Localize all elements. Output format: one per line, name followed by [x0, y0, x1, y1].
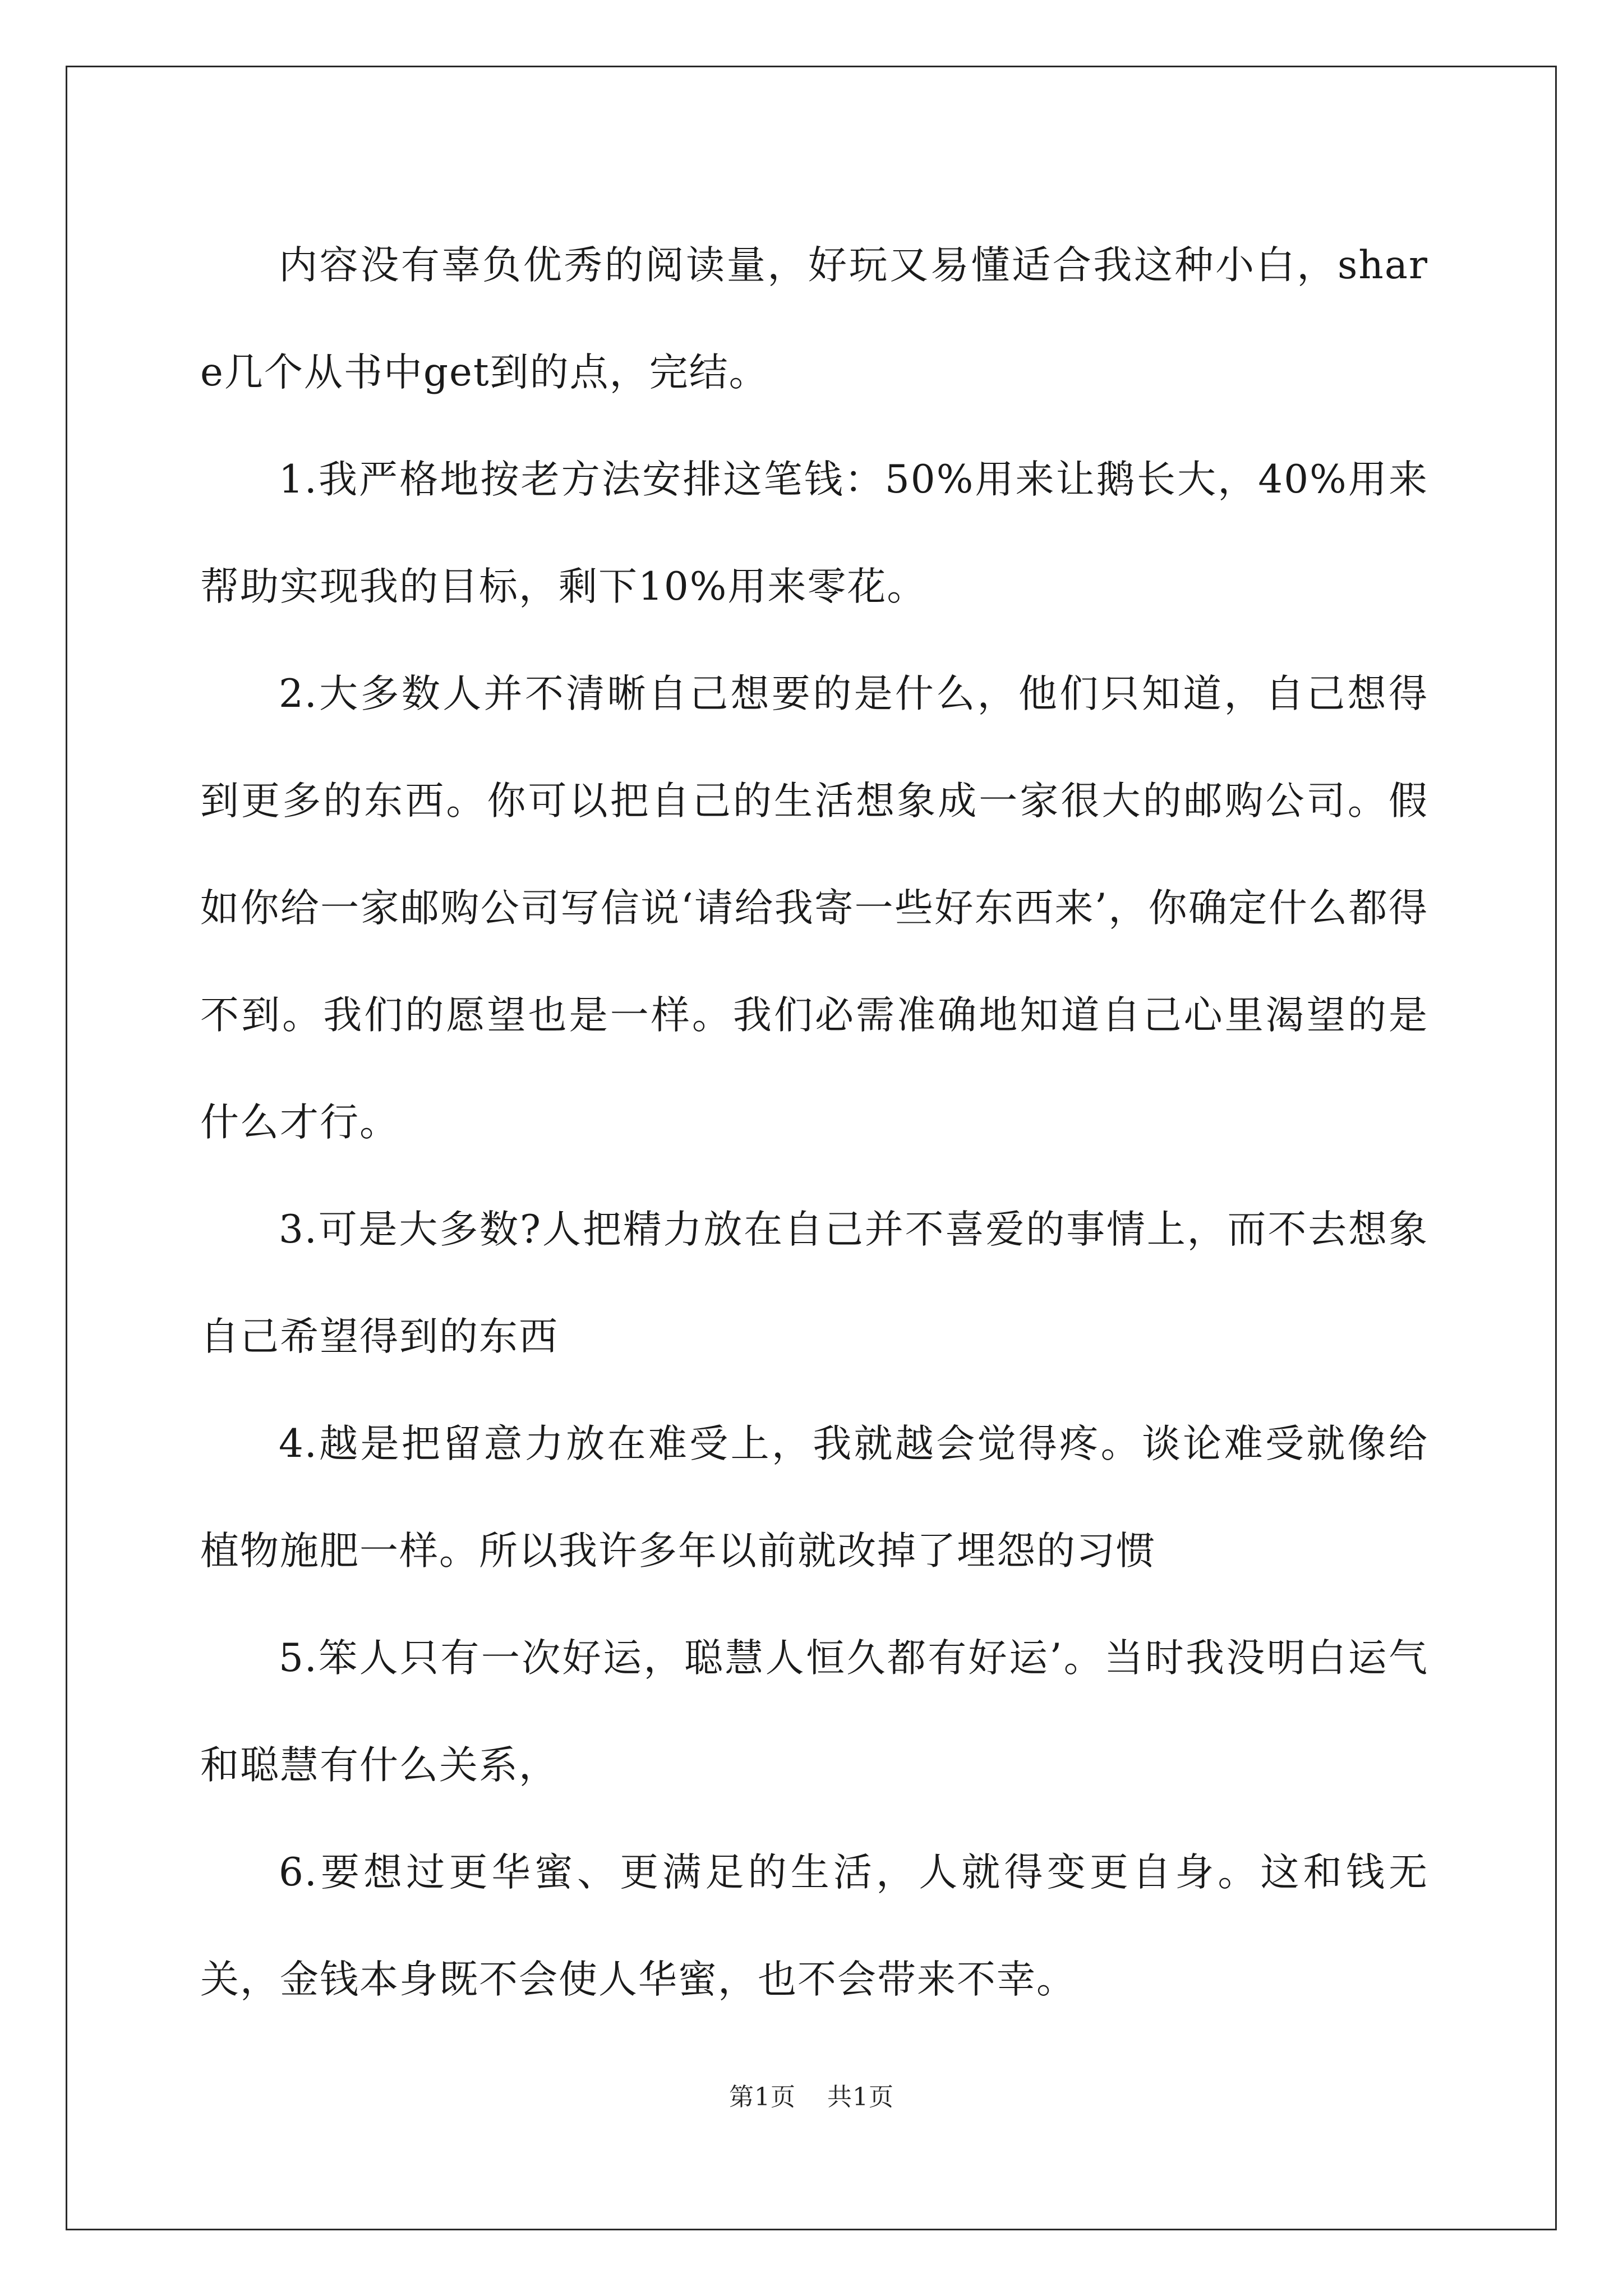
paragraph-3: 3.可是大多数?人把精力放在自己并不喜爱的事情上，而不去想象自己希望得到的东西 — [200, 1207, 1428, 1359]
page-number-total: 共1页 — [827, 2083, 894, 2111]
paragraph-intro: 内容没有辜负优秀的阅读量，好玩又易懂适合我这种小白，share几个从书中get到的点，完结。 — [200, 243, 1428, 395]
paragraph-2: 2.大多数人并不清晰自己想要的是什么，他们只知道，自己想得到更多的东西。你可以把自己的生活想象成一家很大的邮购公司。假如你给一家邮购公司写信说‘请给我寄一些好东西来’，你确定什么都得不到。我们的愿望也是一样。我们必需准确地知道自己心里渴望的是什么才行。 — [200, 671, 1428, 1145]
paragraph-5: 5.笨人只有一次好运，聪慧人恒久都有好运’。当时我没明白运气和聪慧有什么关系， — [200, 1636, 1428, 1788]
page-number-current: 第1页 — [729, 2083, 796, 2111]
paragraph-1: 1.我严格地按老方法安排这笔钱：50%用来让鹅长大，40%用来帮助实现我的目标，剩下10%用来零花。 — [200, 457, 1428, 609]
page-footer — [0, 2077, 1623, 2113]
paragraph-6: 6.要想过更华蜜、更满足的生活，人就得变更自身。这和钱无关，金钱本身既不会使人华蜜，也不会带来不幸。 — [200, 1850, 1428, 2002]
document-body — [200, 212, 1428, 2033]
paragraph-4: 4.越是把留意力放在难受上，我就越会觉得疼。谈论难受就像给植物施肥一样。所以我许多年以前就改掉了埋怨的习惯 — [200, 1421, 1428, 1573]
